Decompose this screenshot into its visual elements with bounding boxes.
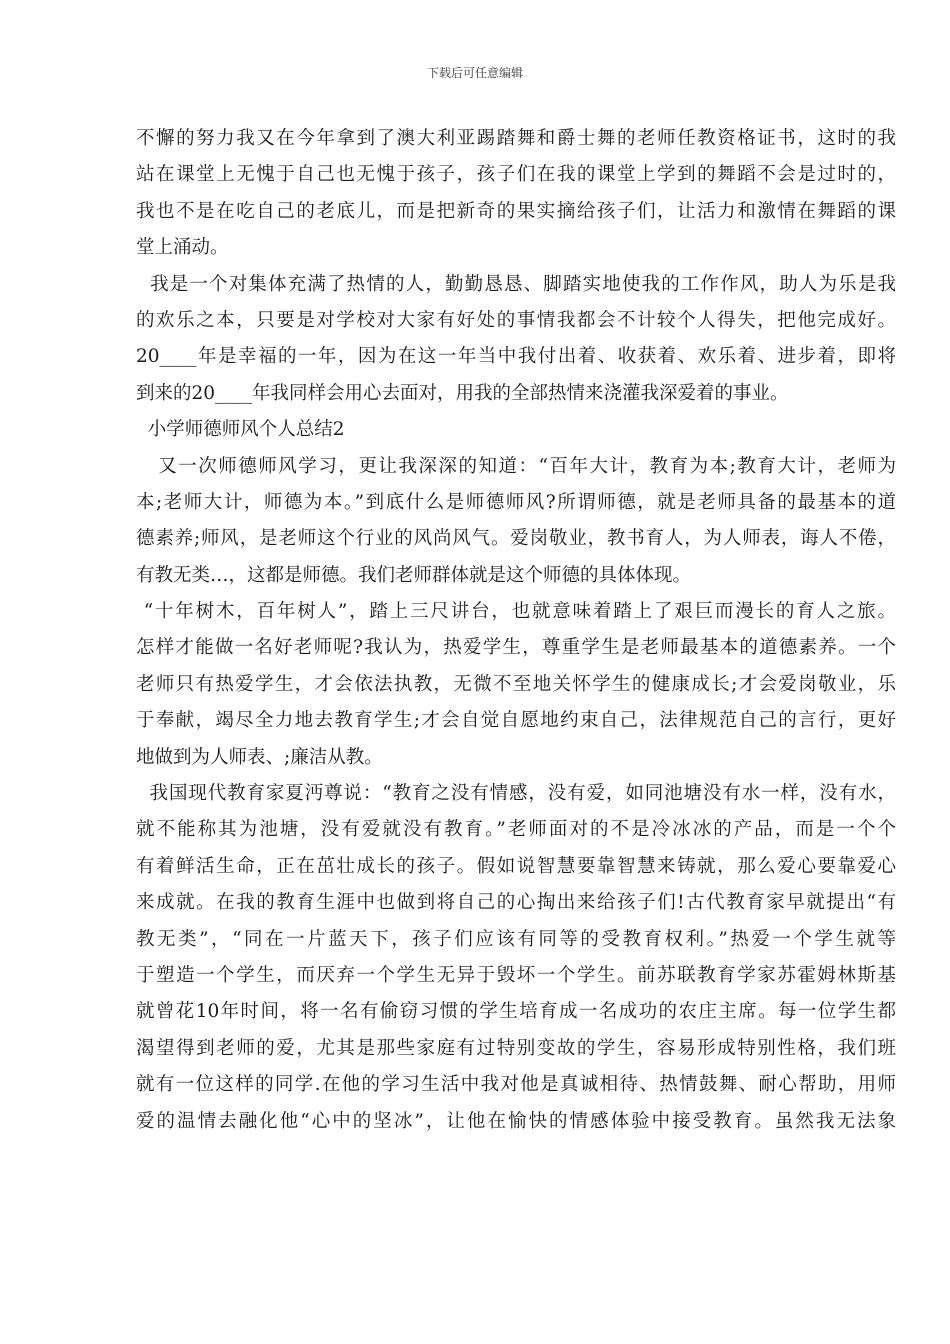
text-line: 老师只有热爱学生，才会依法执教，无微不至地关怀学生的健康成长;才会爱岗敬业，乐 [136,673,896,695]
text-line: 有教无类…，这都是师德。我们老师群体就是这个师德的具体体现。 [136,564,692,586]
text-line: 就有一位这样的同学.在他的学习生活中我对他是真诚相待、热情鼓舞、耐心帮助，用师 [136,1074,896,1096]
text-line: 地做到为人师表、;廉洁从教。 [136,746,383,768]
text-line: 渴望得到老师的爱，尤其是那些家庭有过特别变故的学生，容易形成特别性格，我们班 [136,1037,896,1059]
text-line: 我是一个对集体充满了热情的人，勤勤恳恳、脚踏实地使我的工作作风，助人为乐是我 [136,273,896,295]
text-line: 就不能称其为池塘，没有爱就没有教育。”老师面对的不是冷冰冰的产品，而是一个个 [136,819,896,841]
text-line: 有着鲜活生命，正在茁壮成长的孩子。假如说智慧要靠智慧来铸就，那么爱心要靠爱心 [136,855,896,877]
text-line: 站在课堂上无愧于自己也无愧于孩子，孩子们在我的课堂上学到的舞蹈不会是过时的， [136,164,896,186]
text-line: 又一次师德师风学习，更让我深深的知道：“百年大计，教育为本;教育大计，老师为 [136,455,896,477]
text-line: 怎样才能做一名好老师呢?我认为，热爱学生，尊重学生是老师最基本的道德素养。一个 [136,637,896,659]
text-line: 我也不是在吃自己的老底儿，而是把新奇的果实摘给孩子们，让活力和激情在舞蹈的课 [136,200,896,222]
text-line: 小学师德师风个人总结2 [136,419,345,441]
text-line: 的欢乐之本，只要是对学校对大家有好处的事情我都会不计较个人得失，把他完成好。 [136,309,896,331]
text-line: “十年树木，百年树人”，踏上三尺讲台，也就意味着踏上了艰巨而漫长的育人之旅。 [136,601,896,623]
text-line: 爱的温情去融化他“心中的坚冰”，让他在愉快的情感体验中接受教育。虽然我无法象 [136,1110,896,1132]
text-line: 20____年是幸福的一年，因为在这一年当中我付出着、收获着、欢乐着、进步着，即将 [136,346,896,368]
text-line: 不懈的努力我又在今年拿到了澳大利亚踢踏舞和爵士舞的老师任教资格证书，这时的我 [136,128,896,149]
text-line: 就曾花10年时间，将一名有偷窃习惯的学生培育成一名成功的农庄主席。每一位学生都 [136,1001,896,1023]
text-line: 我国现代教育家夏沔尊说：“教育之没有情感，没有爱，如同池塘没有水一样，没有水， [136,783,896,805]
text-line: 于塑造一个学生，而厌弃一个学生无异于毁坏一个学生。前苏联教育学家苏霍姆林斯基 [136,964,896,986]
text-line: 本;老师大计，师德为本。”到底什么是师德师风?所谓师德，就是老师具备的最基本的道 [136,491,896,513]
document-body [136,121,896,1140]
text-line: 到来的20____年我同样会用心去面对，用我的全部热情来浇灌我深爱着的事业。 [136,382,789,404]
page-header: 下载后可任意编辑 [426,66,523,80]
text-line: 教无类”，“同在一片蓝天下，孩子们应该有同等的受教育权利。”热爱一个学生就等 [136,928,896,950]
text-line: 堂上涌动。 [136,237,229,259]
text-line: 于奉献，竭尽全力地去教育学生;才会自觉自愿地约束自己，法律规范自己的言行，更好 [136,710,896,732]
text-line: 德素养;师风，是老师这个行业的风尚风气。爱岗敬业，教书育人，为人师表，诲人不倦， [136,528,896,550]
text-line: 来成就。在我的教育生涯中也做到将自己的心掏出来给孩子们!古代教育家早就提出“有 [136,892,896,914]
